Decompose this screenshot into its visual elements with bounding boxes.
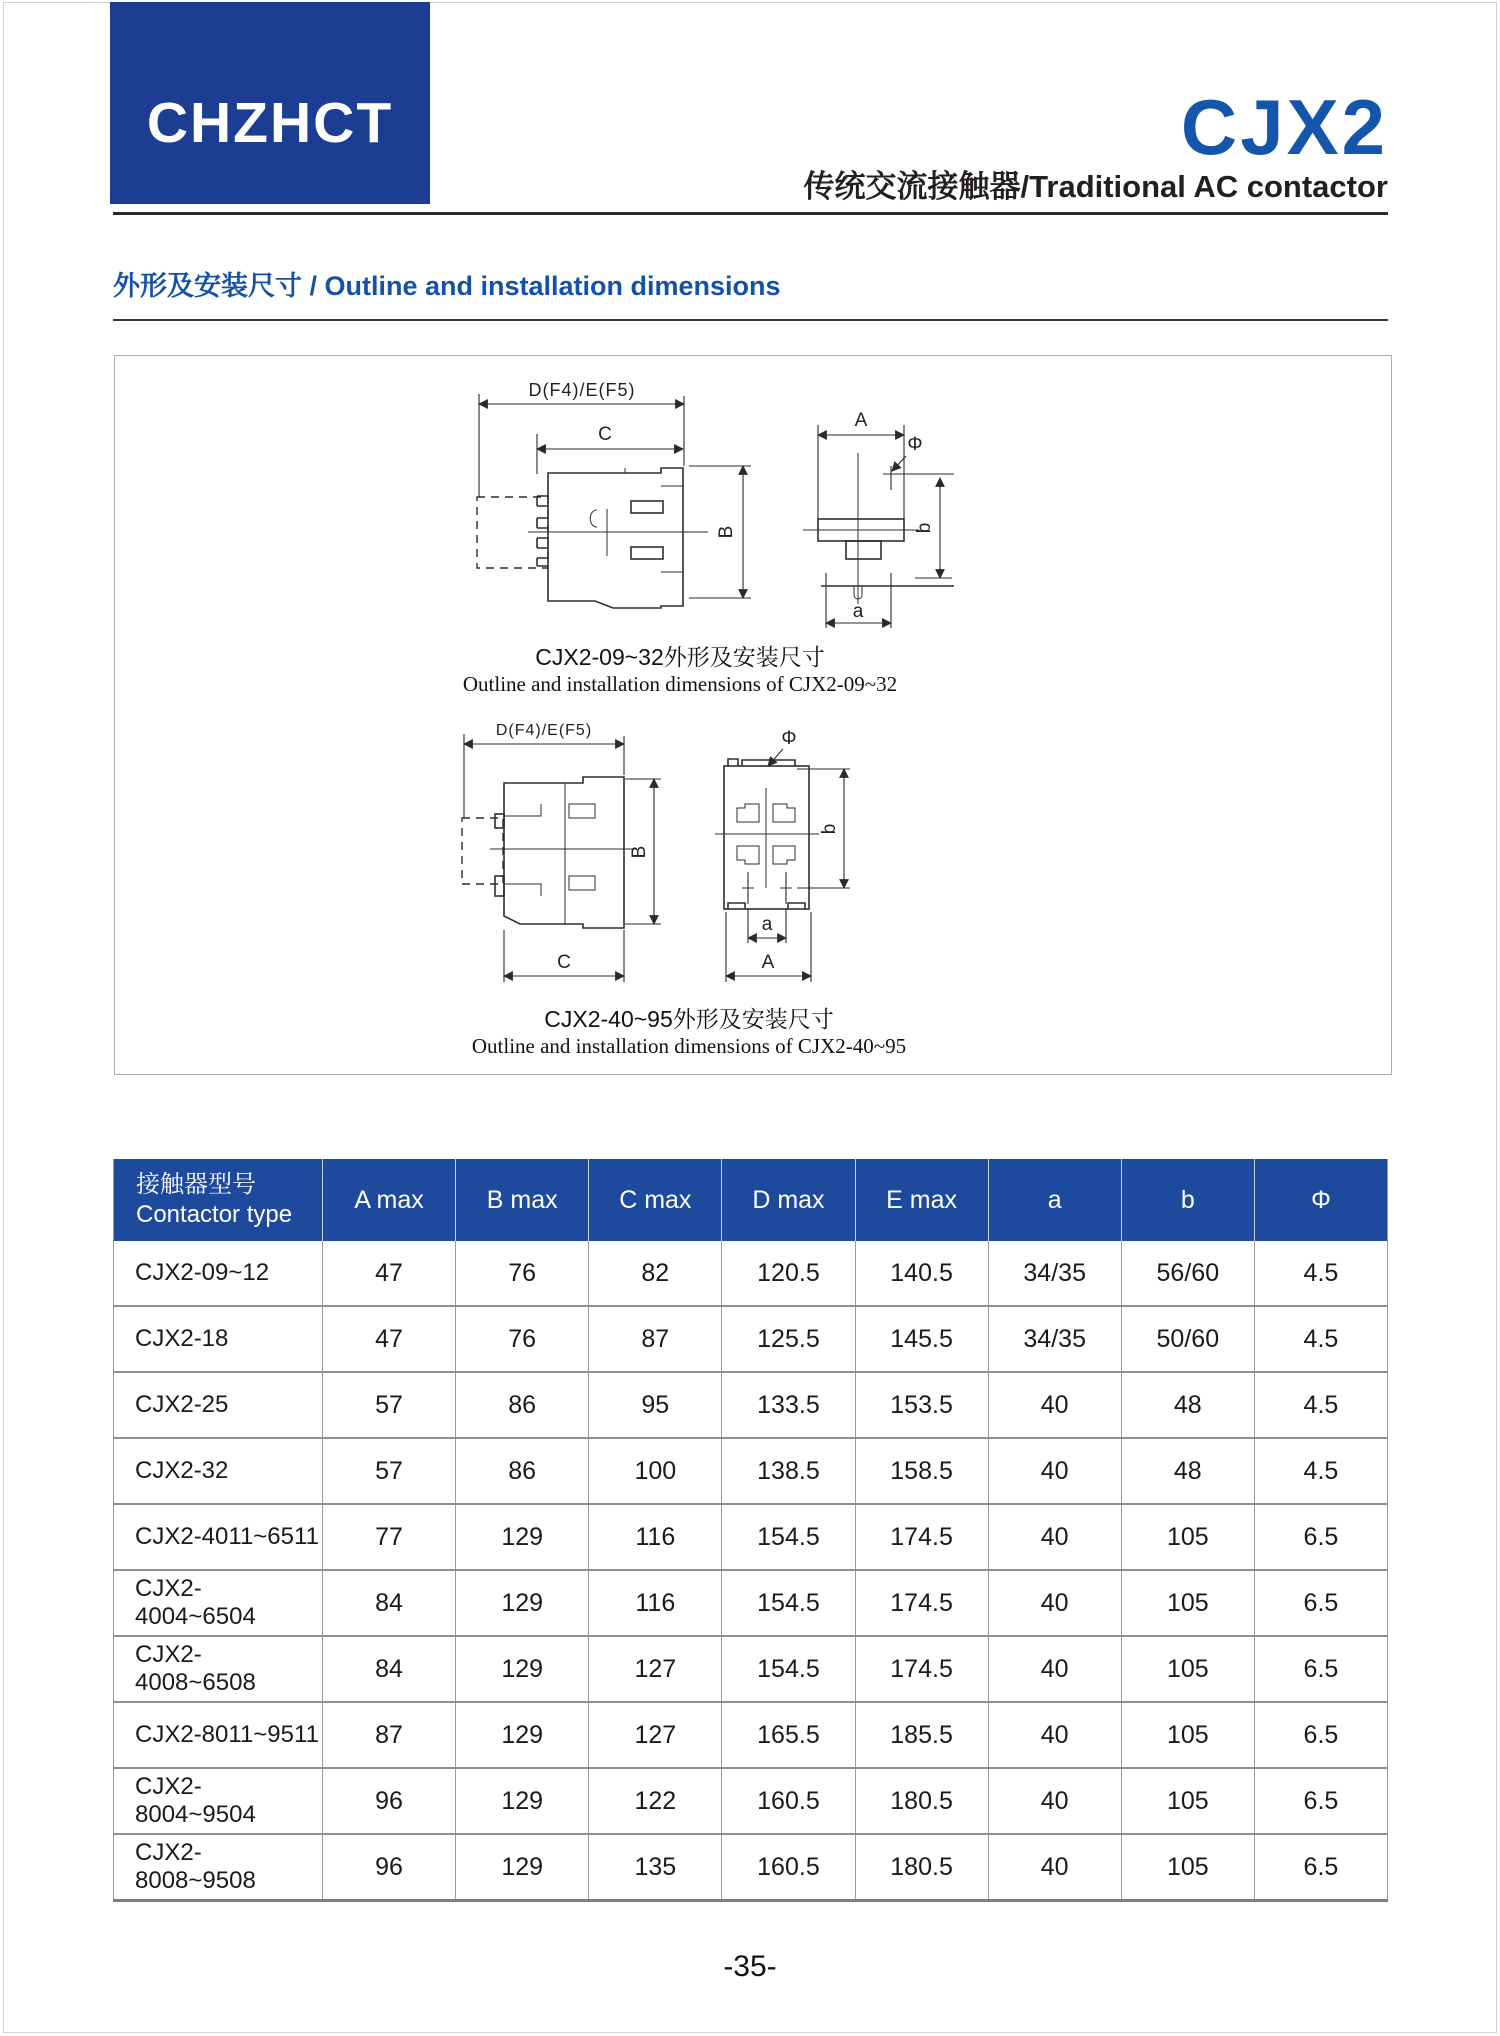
contactor-type-cell: CJX2-8011~9511 bbox=[114, 1702, 323, 1768]
dimension-cell: 50/60 bbox=[1121, 1306, 1254, 1372]
dimension-cell: 4.5 bbox=[1254, 1438, 1387, 1504]
header-contactor-type-en: Contactor type bbox=[136, 1201, 293, 1228]
figure2-label-c: C bbox=[557, 952, 571, 973]
figure1-label-de: D(F4)/E(F5) bbox=[528, 380, 636, 400]
figure2-side-view bbox=[462, 777, 637, 928]
product-model: CJX2 bbox=[1180, 83, 1388, 171]
dimension-cell: 34/35 bbox=[988, 1306, 1121, 1372]
dimension-cell: 95 bbox=[589, 1372, 722, 1438]
dimension-cell: 86 bbox=[456, 1372, 589, 1438]
dimension-cell: 76 bbox=[456, 1241, 589, 1306]
page-number: -35- bbox=[723, 1950, 777, 1983]
dimension-cell: 86 bbox=[456, 1438, 589, 1504]
section-title: 外形及安装尺寸 / Outline and installation dimensions bbox=[113, 271, 781, 301]
figure2-caption bbox=[115, 1006, 1263, 1060]
dimension-cell: 87 bbox=[323, 1702, 456, 1768]
dimension-cell: 105 bbox=[1121, 1570, 1254, 1636]
table-row bbox=[114, 1768, 1388, 1834]
figure2-label-de: D(F4)/E(F5) bbox=[495, 722, 593, 739]
figure2-caption-en: Outline and installation dimensions of CJX2-40~95 bbox=[471, 1034, 907, 1058]
table-body bbox=[114, 1241, 1388, 1901]
dimension-cell: 129 bbox=[456, 1768, 589, 1834]
table-row bbox=[114, 1372, 1388, 1438]
dimension-cell: 160.5 bbox=[722, 1768, 855, 1834]
dimension-cell: 4.5 bbox=[1254, 1306, 1387, 1372]
dimension-cell: 100 bbox=[589, 1438, 722, 1504]
dimension-cell: 174.5 bbox=[855, 1504, 988, 1570]
dimension-cell: 135 bbox=[589, 1834, 722, 1901]
figure1-label-b-small: b bbox=[914, 522, 935, 534]
figure2-caption-zh: CJX2-40~95外形及安装尺寸 bbox=[544, 1006, 834, 1032]
table-header bbox=[114, 1159, 1388, 1241]
dimension-cell: 138.5 bbox=[722, 1438, 855, 1504]
dimension-cell: 6.5 bbox=[1254, 1768, 1387, 1834]
dimension-cell: 87 bbox=[589, 1306, 722, 1372]
brand-logo bbox=[110, 2, 430, 204]
dimension-cell: 40 bbox=[988, 1438, 1121, 1504]
figures-panel bbox=[114, 355, 1392, 1075]
header-e-max: E max bbox=[855, 1159, 988, 1241]
dimension-cell: 129 bbox=[456, 1570, 589, 1636]
dimension-cell: 34/35 bbox=[988, 1241, 1121, 1306]
brand-logo-text: CHZHCT bbox=[146, 91, 394, 155]
dimension-cell: 105 bbox=[1121, 1834, 1254, 1901]
dimension-cell: 140.5 bbox=[855, 1241, 988, 1306]
dimension-cell: 127 bbox=[589, 1636, 722, 1702]
dimension-cell: 180.5 bbox=[855, 1768, 988, 1834]
dimension-cell: 4.5 bbox=[1254, 1372, 1387, 1438]
figure2-label-a-small: a bbox=[761, 914, 773, 935]
dimension-cell: 120.5 bbox=[722, 1241, 855, 1306]
dimension-cell: 6.5 bbox=[1254, 1834, 1387, 1901]
dimension-cell: 105 bbox=[1121, 1702, 1254, 1768]
contactor-type-cell: CJX2-25 bbox=[114, 1372, 323, 1438]
table-row bbox=[114, 1241, 1388, 1306]
dimension-cell: 4.5 bbox=[1254, 1241, 1387, 1306]
dimension-cell: 129 bbox=[456, 1702, 589, 1768]
table-row bbox=[114, 1834, 1388, 1901]
figure1-caption-zh: CJX2-09~32外形及安装尺寸 bbox=[535, 644, 825, 670]
table-row bbox=[114, 1636, 1388, 1702]
figure1-label-c: C bbox=[598, 424, 612, 445]
dimension-cell: 129 bbox=[456, 1636, 589, 1702]
header-a-max: A max bbox=[323, 1159, 456, 1241]
figure1-label-phi: Φ bbox=[907, 434, 923, 455]
dimension-cell: 40 bbox=[988, 1834, 1121, 1901]
figure2-label-b-height: B bbox=[629, 845, 650, 859]
dimension-cell: 122 bbox=[589, 1768, 722, 1834]
dimension-cell: 105 bbox=[1121, 1768, 1254, 1834]
dimension-cell: 154.5 bbox=[722, 1636, 855, 1702]
contactor-type-cell: CJX2-32 bbox=[114, 1438, 323, 1504]
dimension-cell: 40 bbox=[988, 1504, 1121, 1570]
figure2-label-b-small: b bbox=[819, 823, 840, 835]
dimension-cell: 40 bbox=[988, 1768, 1121, 1834]
header-b: b bbox=[1121, 1159, 1254, 1241]
dimension-cell: 6.5 bbox=[1254, 1570, 1387, 1636]
product-subtitle: 传统交流接触器/Traditional AC contactor bbox=[803, 169, 1388, 204]
figure1-caption bbox=[115, 644, 1245, 698]
dimension-cell: 96 bbox=[323, 1768, 456, 1834]
figure1-label-a-small: a bbox=[852, 601, 864, 622]
header-rule bbox=[113, 212, 1388, 215]
dimension-cell: 160.5 bbox=[722, 1834, 855, 1901]
dimension-cell: 116 bbox=[589, 1504, 722, 1570]
header-d-max: D max bbox=[722, 1159, 855, 1241]
header-contactor-type-zh: 接触器型号 bbox=[136, 1171, 256, 1198]
dimension-cell: 40 bbox=[988, 1570, 1121, 1636]
dimension-cell: 84 bbox=[323, 1636, 456, 1702]
dimension-cell: 105 bbox=[1121, 1636, 1254, 1702]
dimension-cell: 105 bbox=[1121, 1504, 1254, 1570]
contactor-type-cell: CJX2-18 bbox=[114, 1306, 323, 1372]
figure1-drawing bbox=[445, 376, 985, 646]
dimension-cell: 174.5 bbox=[855, 1570, 988, 1636]
dimension-cell: 40 bbox=[988, 1372, 1121, 1438]
dimension-cell: 40 bbox=[988, 1702, 1121, 1768]
header-contactor-type bbox=[114, 1159, 323, 1241]
dimension-cell: 96 bbox=[323, 1834, 456, 1901]
dimension-cell: 57 bbox=[323, 1438, 456, 1504]
dimension-cell: 76 bbox=[456, 1306, 589, 1372]
dimension-cell: 129 bbox=[456, 1834, 589, 1901]
dimension-cell: 165.5 bbox=[722, 1702, 855, 1768]
table-row bbox=[114, 1306, 1388, 1372]
contactor-type-cell: CJX2-4008~6508 bbox=[114, 1636, 323, 1702]
figure1-side-view bbox=[477, 468, 708, 608]
dimension-cell: 133.5 bbox=[722, 1372, 855, 1438]
contactor-type-cell: CJX2-09~12 bbox=[114, 1241, 323, 1306]
dimension-cell: 6.5 bbox=[1254, 1702, 1387, 1768]
dimension-cell: 48 bbox=[1121, 1438, 1254, 1504]
figure2-label-phi: Φ bbox=[781, 728, 797, 749]
dimensions-table bbox=[113, 1159, 1388, 1902]
contactor-type-cell: CJX2-4004~6504 bbox=[114, 1570, 323, 1636]
header-a: a bbox=[988, 1159, 1121, 1241]
dimension-cell: 48 bbox=[1121, 1372, 1254, 1438]
table-row bbox=[114, 1438, 1388, 1504]
dimension-cell: 154.5 bbox=[722, 1570, 855, 1636]
dimension-cell: 127 bbox=[589, 1702, 722, 1768]
contactor-type-cell: CJX2-8008~9508 bbox=[114, 1834, 323, 1901]
figure2-mounting-view bbox=[715, 749, 850, 982]
figure1-label-b-height: B bbox=[716, 525, 737, 539]
dimension-cell: 185.5 bbox=[855, 1702, 988, 1768]
table-row bbox=[114, 1570, 1388, 1636]
dimension-cell: 129 bbox=[456, 1504, 589, 1570]
figure1-caption-en: Outline and installation dimensions of CJX2-09~32 bbox=[462, 672, 898, 696]
dimension-cell: 82 bbox=[589, 1241, 722, 1306]
dimension-cell: 84 bbox=[323, 1570, 456, 1636]
table-row bbox=[114, 1702, 1388, 1768]
dimension-cell: 40 bbox=[988, 1636, 1121, 1702]
figure1-label-a-width: A bbox=[854, 410, 868, 431]
dimension-cell: 56/60 bbox=[1121, 1241, 1254, 1306]
dimension-cell: 158.5 bbox=[855, 1438, 988, 1504]
header-phi: Φ bbox=[1254, 1159, 1387, 1241]
dimension-cell: 180.5 bbox=[855, 1834, 988, 1901]
dimension-cell: 145.5 bbox=[855, 1306, 988, 1372]
dimension-cell: 116 bbox=[589, 1570, 722, 1636]
dimension-cell: 6.5 bbox=[1254, 1636, 1387, 1702]
dimensions-table-wrap bbox=[113, 1159, 1388, 1902]
dimension-cell: 125.5 bbox=[722, 1306, 855, 1372]
dimension-cell: 57 bbox=[323, 1372, 456, 1438]
dimension-cell: 154.5 bbox=[722, 1504, 855, 1570]
header-b-max: B max bbox=[456, 1159, 589, 1241]
figure2-drawing bbox=[445, 716, 865, 986]
table-row bbox=[114, 1504, 1388, 1570]
contactor-type-cell: CJX2-4011~6511 bbox=[114, 1504, 323, 1570]
dimension-cell: 47 bbox=[323, 1306, 456, 1372]
dimension-cell: 47 bbox=[323, 1241, 456, 1306]
dimension-cell: 77 bbox=[323, 1504, 456, 1570]
section-rule bbox=[113, 319, 1388, 321]
figure2-label-a-width: A bbox=[761, 952, 775, 973]
header-c-max: C max bbox=[589, 1159, 722, 1241]
dimension-cell: 6.5 bbox=[1254, 1504, 1387, 1570]
contactor-type-cell: CJX2-8004~9504 bbox=[114, 1768, 323, 1834]
dimension-cell: 153.5 bbox=[855, 1372, 988, 1438]
dimension-cell: 174.5 bbox=[855, 1636, 988, 1702]
table-header-row bbox=[114, 1159, 1388, 1241]
